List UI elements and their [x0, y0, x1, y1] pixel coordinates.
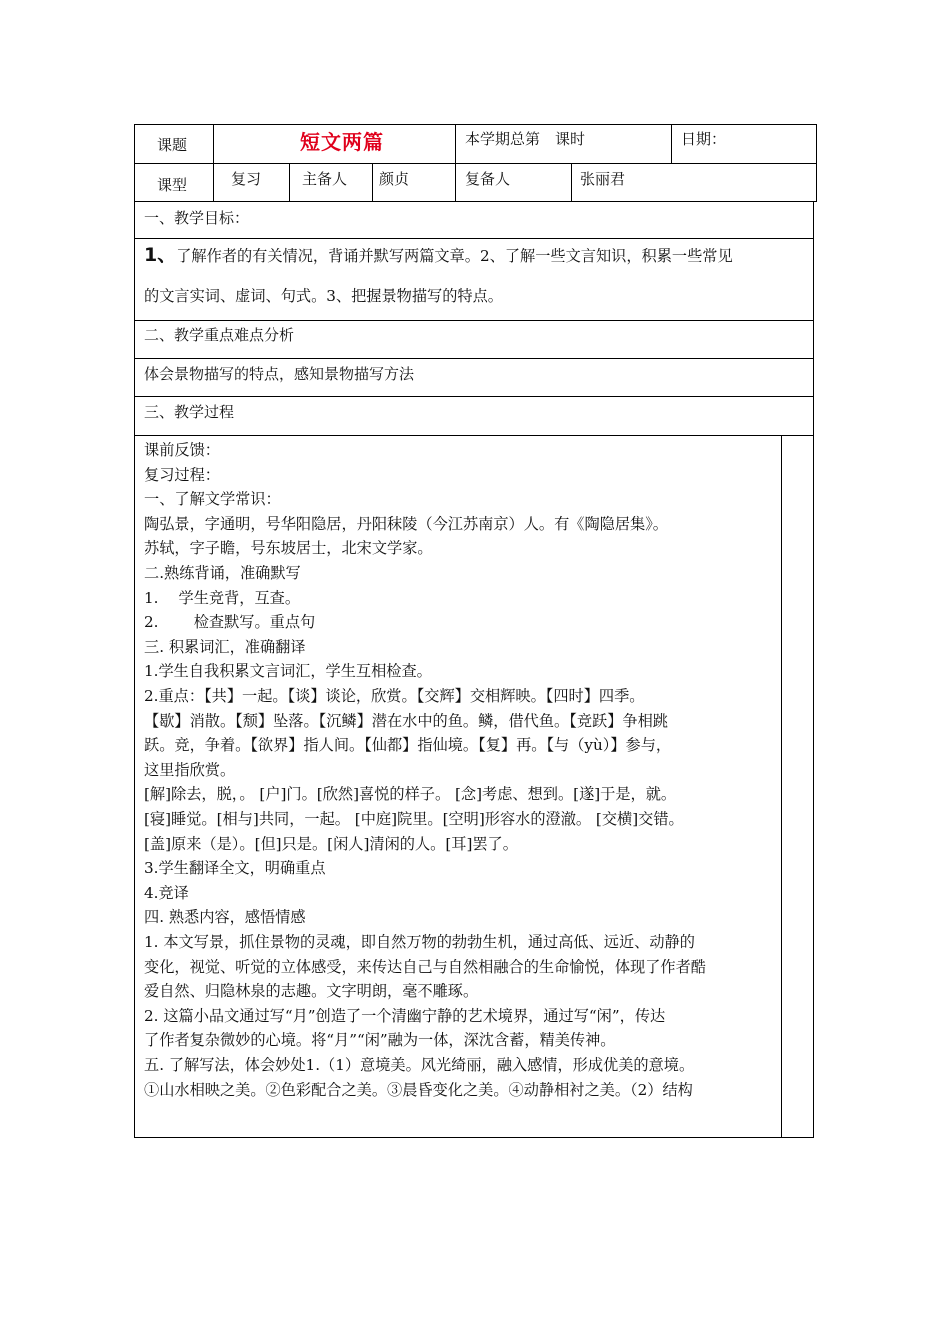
table-border — [372, 163, 373, 202]
table-border — [134, 238, 814, 239]
process-line: 陶弘景，字通明，号华阳隐居，丹阳秣陵（今江苏南京）人。有《陶隐居集》。 — [144, 514, 668, 533]
lesson-title: 短文两篇 — [300, 130, 384, 154]
goals-number: 1、 — [144, 244, 177, 266]
process-line: 爱自然、归隐林泉的志趣。文字明朗，毫不雕琢。 — [144, 982, 479, 1001]
goals-line-2: 的文言实词、虚词、句式。3、把握景物描写的特点。 — [144, 287, 503, 305]
table-border — [134, 201, 817, 202]
process-line: 2. 检查默写。重点句 — [144, 613, 316, 632]
table-border — [134, 124, 135, 1138]
process-line: 复习过程： — [144, 465, 220, 484]
process-line: 1. 本文写景，抓住景物的灵魂，即自然万物的勃勃生机，通过高低、远近、动静的 — [144, 933, 695, 951]
table-border — [134, 435, 814, 436]
process-line: 1. 学生竞背，互查。 — [144, 588, 301, 607]
topic-label: 课题 — [157, 136, 188, 154]
process-line: 五. 了解写法，体会妙处1.（1）意境美。风光绮丽，融入感情，形成优美的意境。 — [144, 1056, 695, 1074]
table-border — [571, 163, 572, 202]
process-line: 4.竞译 — [144, 883, 189, 902]
main-preparer-name: 颜贞 — [379, 170, 410, 188]
table-border — [134, 358, 814, 359]
process-heading: 三、教学过程 — [144, 403, 235, 421]
process-line: 了作者复杂微妙的心境。将“月”“闲”融为一体，深沈含蓄，精美传神。 — [144, 1031, 616, 1050]
table-border — [781, 435, 782, 1138]
process-line: 2. 这篇小品文通过写“月”创造了一个清幽宁静的艺术境界，通过写“闲”，传达 — [144, 1006, 666, 1025]
goals-heading: 一、教学目标： — [144, 209, 250, 227]
table-border — [289, 163, 290, 202]
process-line: [解]除去，脱，。 [户]门。[欣然]喜悦的样子。 [念]考虑、想到。[遂]于是，就。 — [144, 785, 677, 804]
process-line: 【歇】消散。【颓】坠落。【沉鳞】潜在水中的鱼。鳞，借代鱼。【竞跃】争相跳 — [144, 711, 668, 730]
process-line: 四. 熟悉内容，感悟情感 — [144, 908, 306, 927]
table-border — [134, 320, 814, 321]
table-border — [455, 124, 456, 202]
table-border — [134, 396, 814, 397]
process-line: 1.学生自我积累文言词汇，学生互相检查。 — [144, 662, 432, 681]
process-line: 课前反馈： — [144, 441, 220, 459]
type-label: 课型 — [157, 176, 188, 194]
process-line: 一、了解文学常识： — [144, 490, 281, 509]
table-border — [134, 1137, 814, 1138]
process-line: 这里指欣赏。 — [144, 760, 236, 779]
co-preparer-name: 张丽君 — [580, 170, 626, 188]
process-line: ①山水相映之美。②色彩配合之美。③晨昏变化之美。④动静相衬之美。（2）结构 — [144, 1080, 693, 1099]
table-border — [671, 124, 672, 164]
table-border — [816, 124, 817, 202]
process-line: 2.重点：【共】一起。【谈】谈论，欣赏。【交辉】交相辉映。【四时】四季。 — [144, 687, 645, 705]
keypoints-text: 体会景物描写的特点，感知景物描写方法 — [144, 365, 415, 383]
process-line: 变化，视觉、听觉的立体感受，来传达自己与自然相融合的生命愉悦，体现了作者酷 — [144, 957, 706, 976]
process-line: 三. 积累词汇，准确翻译 — [144, 637, 306, 656]
goals-text-1: 了解作者的有关情况，背诵并默写两篇文章。2、了解一些文言知识，积累一些常见 — [176, 247, 733, 265]
table-border — [134, 163, 817, 164]
co-preparer-label: 复备人 — [465, 170, 511, 188]
date-label: 日期： — [681, 130, 727, 148]
process-line: 跃。竞，争着。【欲界】指人间。【仙都】指仙境。【复】再。【与（yù）】参与， — [144, 736, 672, 755]
keypoints-heading: 二、教学重点难点分析 — [144, 326, 295, 344]
main-preparer-label: 主备人 — [302, 170, 348, 188]
table-border — [134, 124, 817, 125]
process-line: 苏轼，字子瞻，号东坡居士，北宋文学家。 — [144, 539, 433, 558]
type-value: 复习 — [231, 170, 262, 188]
table-border — [813, 201, 814, 1138]
goals-line-1 — [144, 243, 733, 268]
process-line: [寝]睡觉。[相与]共同，一起。 [中庭]院里。[空明]形容水的澄澈。 [交横]交错。 — [144, 810, 684, 828]
process-line: 二.熟练背诵，准确默写 — [144, 564, 301, 582]
table-border — [213, 124, 214, 202]
semester-hours: 本学期总第 课时 — [465, 130, 586, 148]
process-line: [盖]原来（是）。[但]只是。[闲人]清闲的人。[耳]罢了。 — [144, 834, 518, 853]
process-line: 3.学生翻译全文，明确重点 — [144, 859, 326, 878]
